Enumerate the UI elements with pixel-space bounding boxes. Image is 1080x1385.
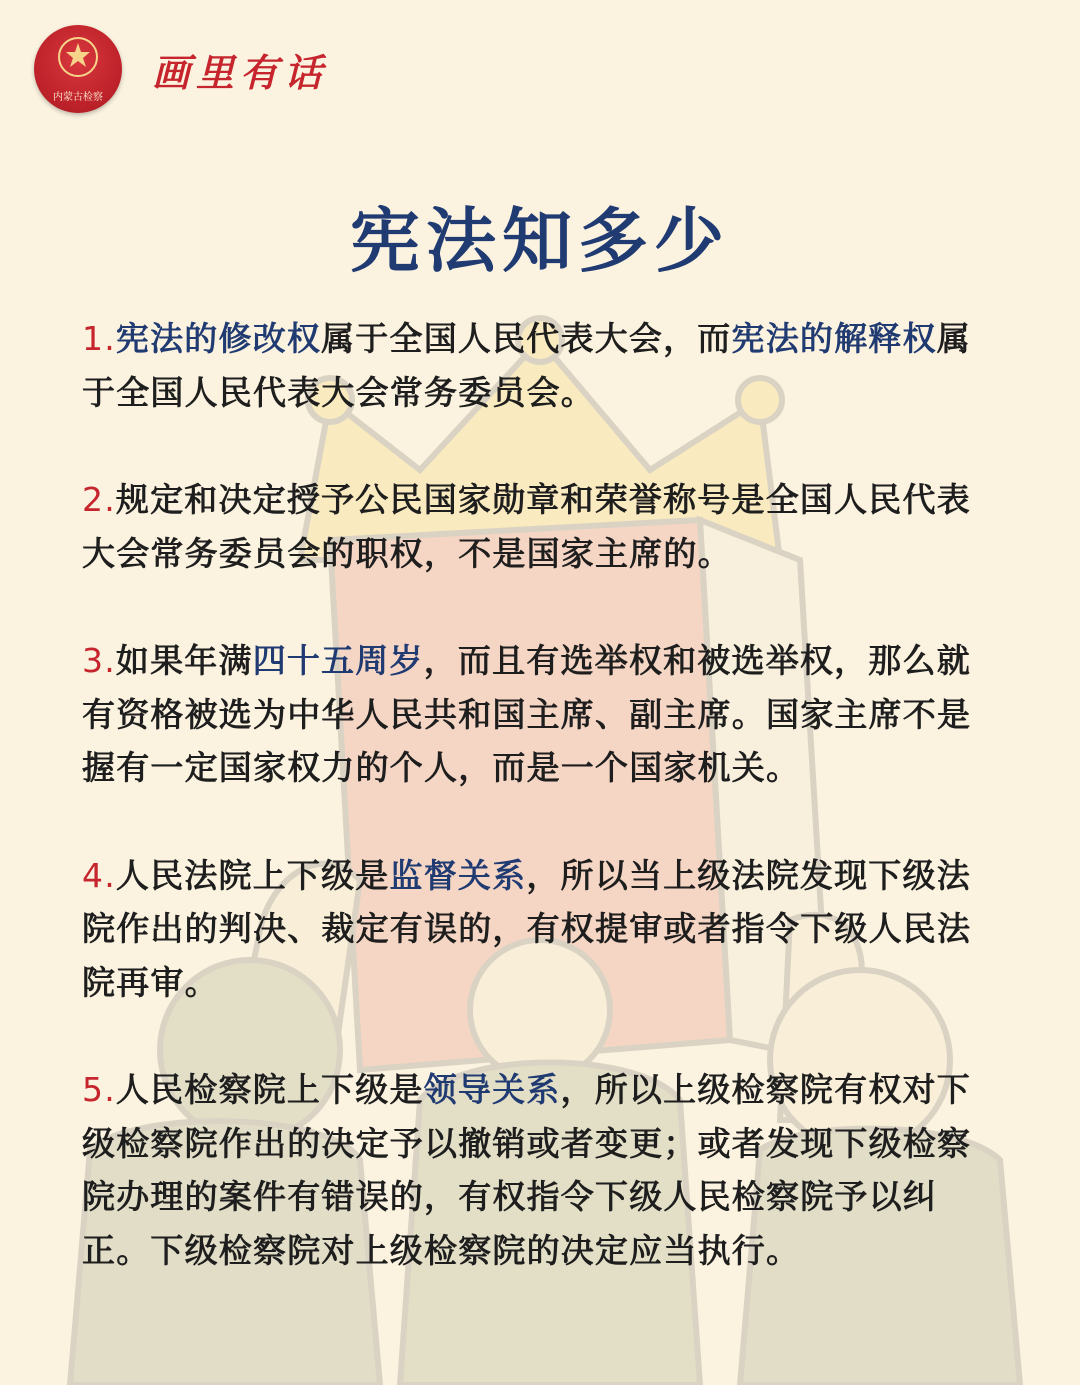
item-text: 规定和决定授予公民国家勋章和荣誉称号是全国人民代表大会常务委员会的职权，不是国家主席的。 bbox=[82, 480, 971, 573]
item-text: 属于全国人民代表大会，而 bbox=[321, 319, 732, 358]
logo-caption: 内蒙古检察 bbox=[53, 92, 103, 103]
list-item bbox=[82, 849, 1002, 1010]
highlight-text: 领导关系 bbox=[423, 1070, 561, 1109]
item-number: 1. bbox=[82, 319, 116, 358]
brand-title: 画里有话 bbox=[152, 49, 329, 95]
item-text: 人民法院上下级是 bbox=[115, 855, 390, 895]
list-item bbox=[82, 634, 1002, 795]
item-text: 人民检察院上下级是 bbox=[115, 1070, 424, 1109]
page-title: 宪法知多少 bbox=[350, 200, 730, 282]
list-item bbox=[82, 1063, 1002, 1277]
item-text: ，而且有选举权和被选举权，那么就有资格被选为中华人民共和国主席、副主席。国家主席不是握有一定国家权力的个人，而是一个国家机关。 bbox=[82, 641, 972, 787]
item-text: ，所以当上级法院发现下级法院作出的判决、裁定有误的，有权提审或者指令下级人民法院再审。 bbox=[82, 855, 972, 1002]
item-text: 如果年满 bbox=[115, 641, 253, 680]
item-number: 5. bbox=[82, 1070, 116, 1109]
items-list bbox=[82, 312, 1002, 1331]
highlight-text: 四十五周岁 bbox=[252, 641, 424, 680]
list-item bbox=[82, 312, 1002, 419]
header bbox=[34, 24, 328, 114]
item-number: 4. bbox=[82, 855, 116, 895]
list-item bbox=[82, 473, 1002, 580]
item-number: 3. bbox=[82, 641, 116, 680]
highlight-text: 宪法的解释权 bbox=[731, 319, 937, 358]
highlight-text: 监督关系 bbox=[389, 855, 527, 895]
highlight-text: 宪法的修改权 bbox=[115, 319, 322, 358]
item-number: 2. bbox=[82, 480, 116, 519]
item-text: ，所以上级检察院有权对下级检察院作出的决定予以撤销或者变更；或者发现下级检察院办理的案件有错误的，有权指令下级人民检察院予以纠正。下级检察院对上级检察院的决定应当执行。 bbox=[82, 1070, 972, 1270]
procuratorate-logo bbox=[34, 25, 122, 113]
emblem-icon bbox=[56, 35, 100, 79]
item-text: 属于全国人民代表大会常务委员会。 bbox=[82, 319, 971, 412]
